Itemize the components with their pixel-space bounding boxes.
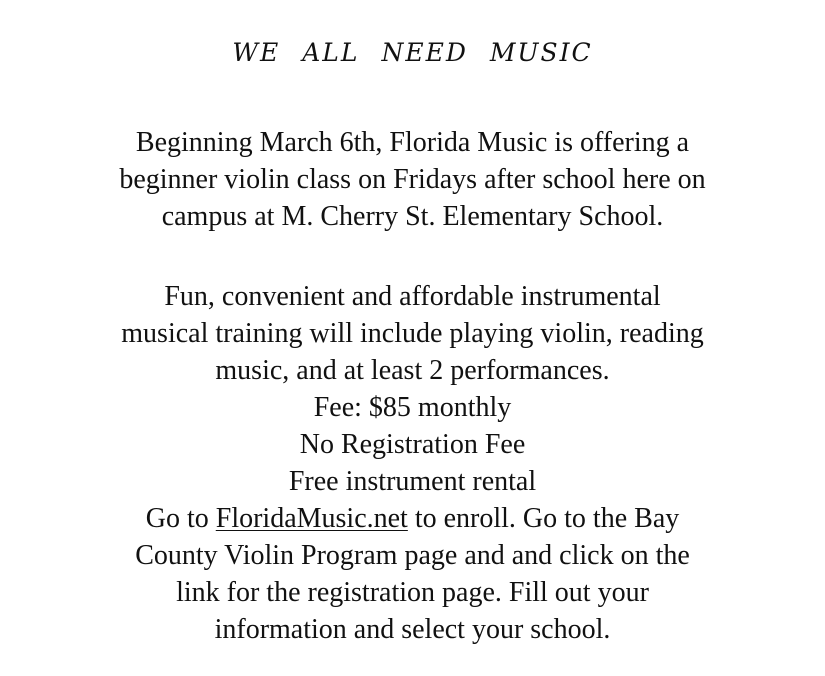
registration-fee-line: No Registration Fee	[299, 429, 526, 460]
intro-paragraph	[0, 124, 825, 235]
description-line: music, and at least 2 performances.	[215, 355, 610, 386]
fee-line: Fee: $85 monthly	[313, 392, 512, 423]
enroll-line	[0, 500, 825, 537]
instrument-rental-line: Free instrument rental	[288, 466, 537, 497]
instructions-line: County Violin Program page and and click on the	[135, 540, 690, 571]
flyer-title: WE ALL NEED MUSIC	[232, 38, 593, 67]
intro-line: beginner violin class on Fridays after school here on	[119, 164, 706, 195]
intro-line: Beginning March 6th, Florida Music is offering a	[135, 127, 690, 158]
intro-line: campus at M. Cherry St. Elementary School.	[161, 201, 664, 232]
details-section	[0, 278, 825, 648]
instructions-line: link for the registration page. Fill out your	[176, 577, 649, 608]
enroll-suffix: to enroll. Go to the Bay	[407, 503, 680, 534]
enroll-prefix: Go to	[145, 503, 216, 534]
description-line: musical training will include playing violin, reading	[121, 318, 704, 349]
description-line: Fun, convenient and affordable instrumental	[164, 281, 661, 312]
florida-music-link[interactable]: FloridaMusic.net	[215, 503, 408, 534]
instructions-line: information and select your school.	[214, 614, 611, 645]
